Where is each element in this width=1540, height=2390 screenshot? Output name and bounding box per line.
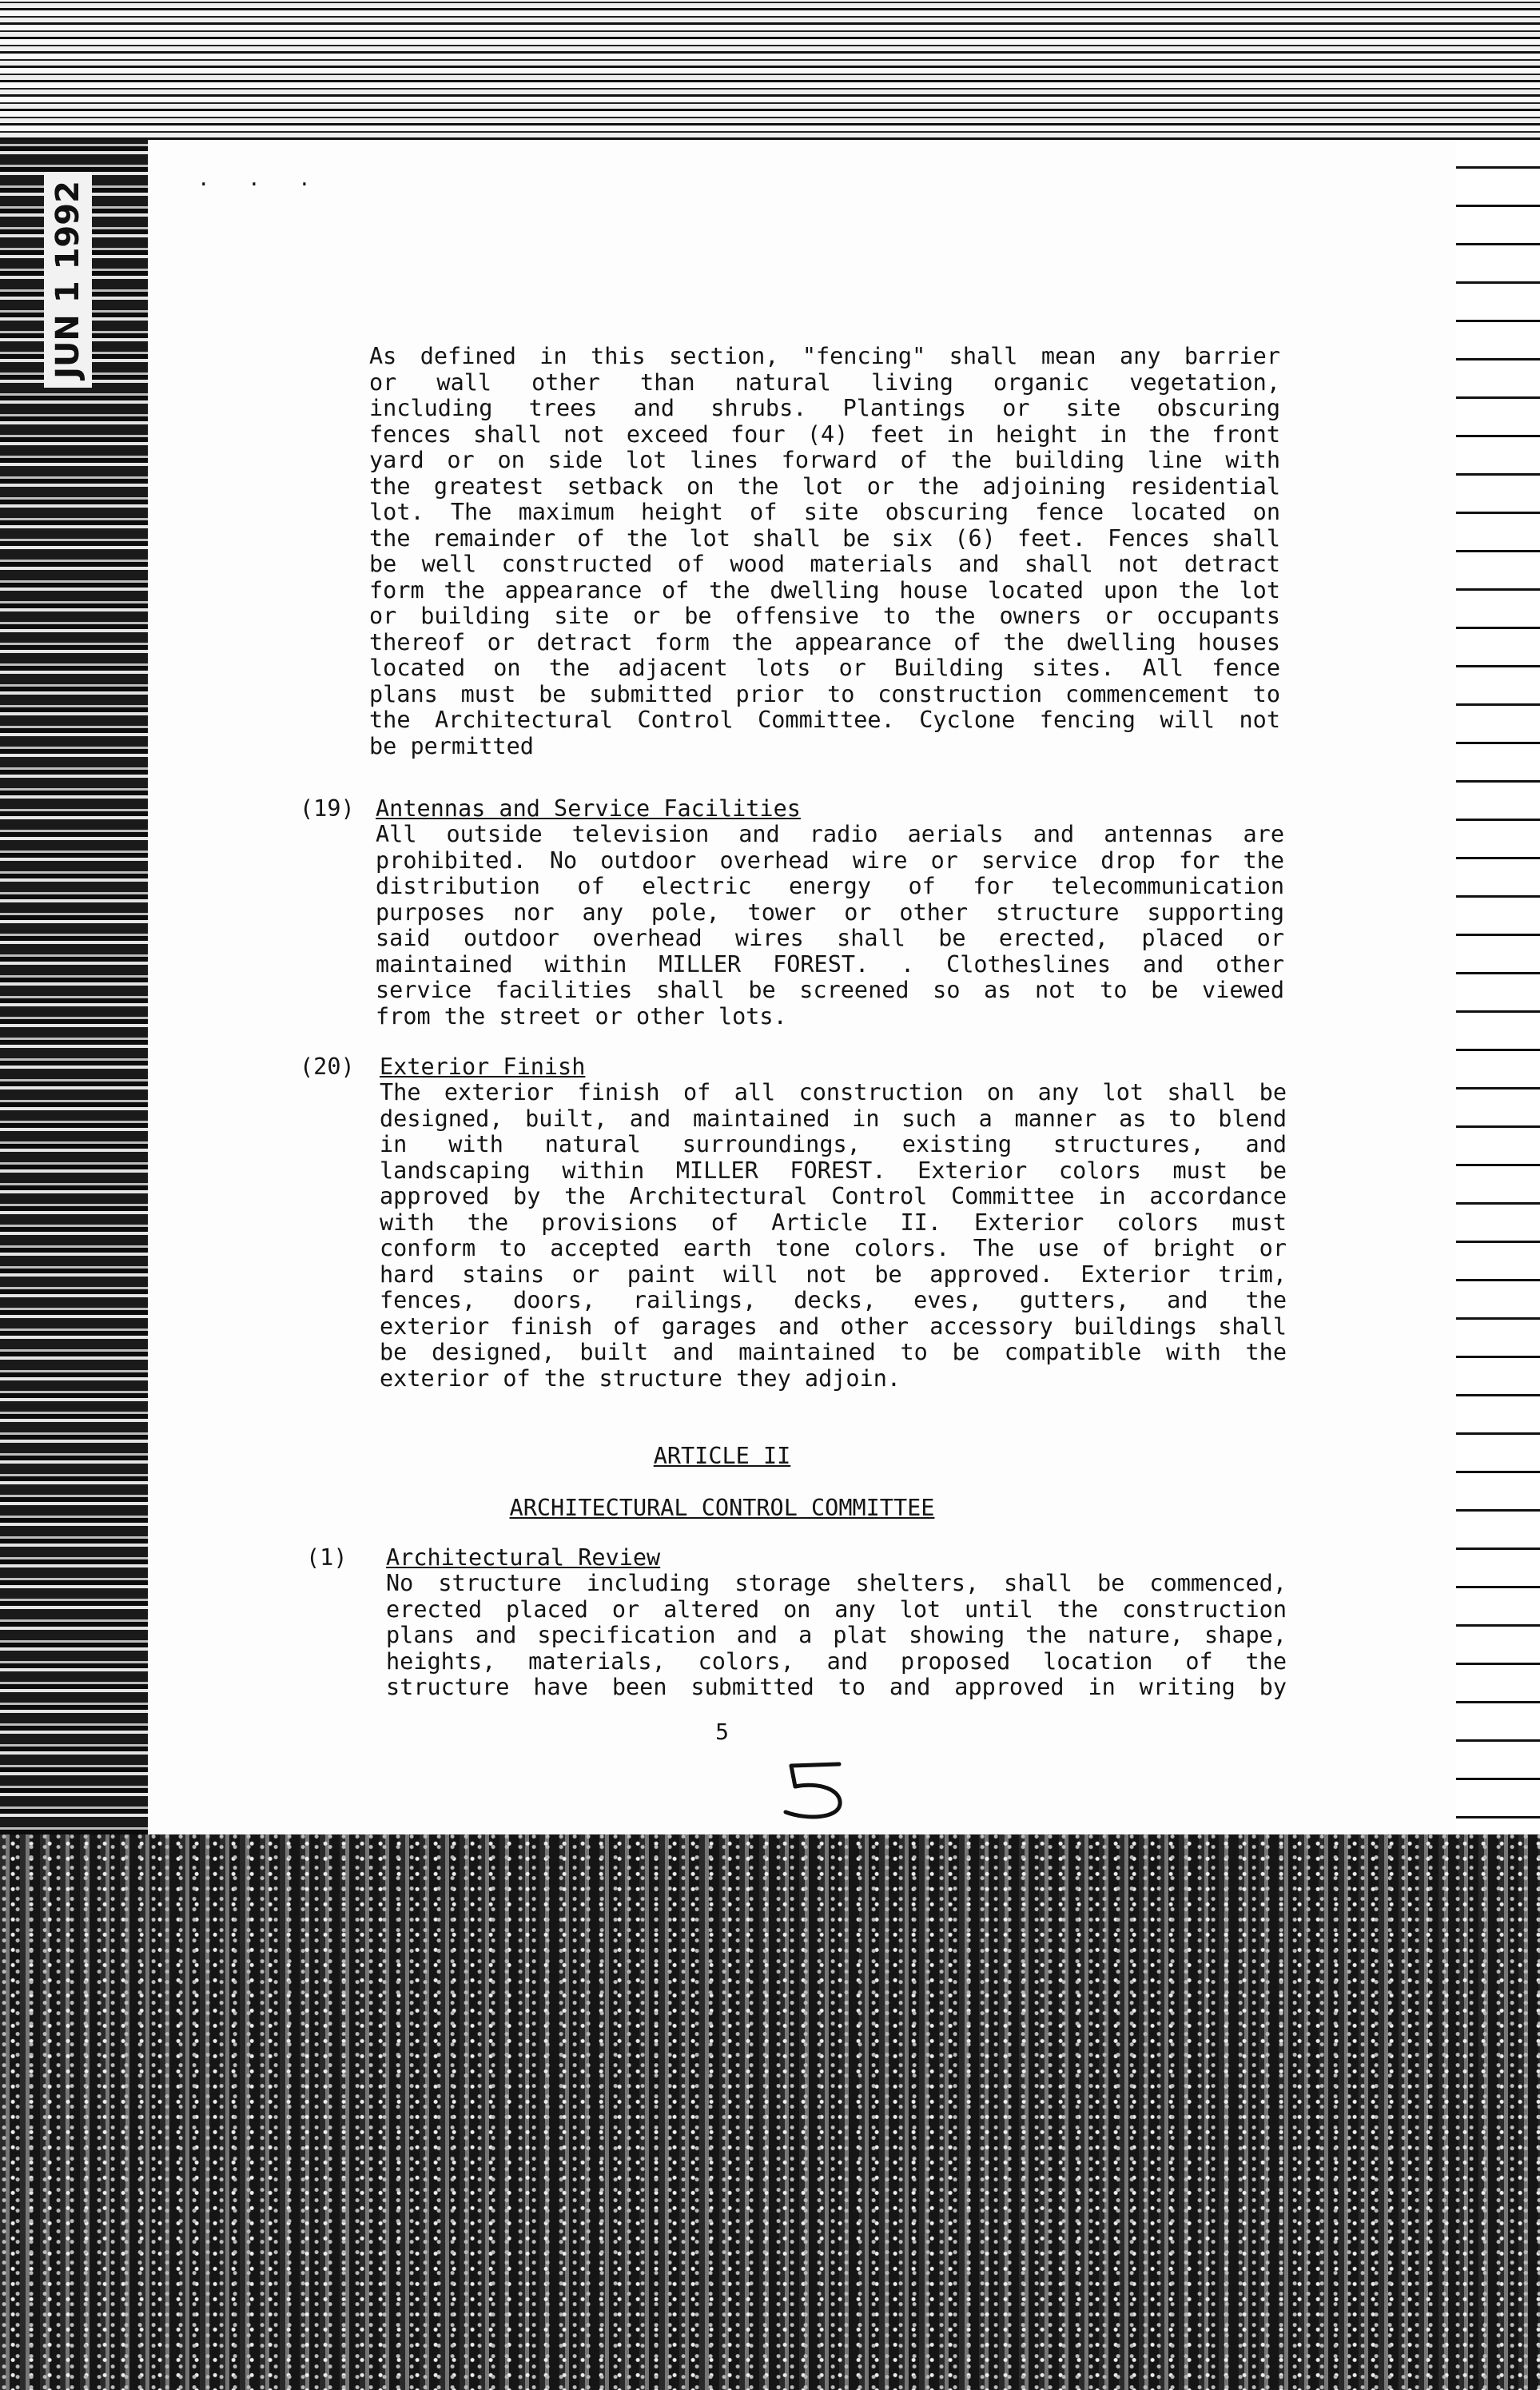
section-1-heading: Architectural Review xyxy=(386,1544,661,1571)
section-19-number: (19) xyxy=(300,795,355,822)
text-line: form the appearance of the dwelling house located upon the lot xyxy=(369,577,1280,603)
text-line: conform to accepted earth tone colors. The use of bright or xyxy=(380,1236,1287,1261)
text-line: fences shall not exceed four (4) feet in height in the front xyxy=(369,421,1280,448)
text-line: said outdoor overhead wires shall be erected, placed or xyxy=(376,926,1284,951)
stamp-text: JUN 1 1992 xyxy=(50,181,87,379)
text-line: be well constructed of wood materials and shall not detract xyxy=(369,552,1280,577)
section-1-body xyxy=(386,1571,1287,1701)
handwritten-page-number xyxy=(771,1755,859,1826)
article-subtitle: ARCHITECTURAL CONTROL COMMITTEE xyxy=(509,1495,935,1521)
section-20-heading: Exterior Finish xyxy=(380,1054,586,1080)
section-19-body xyxy=(376,822,1284,1030)
text-line: plans and specification and a plat showing the nature, shape, xyxy=(386,1623,1287,1648)
text-line: erected placed or altered on any lot until the construction xyxy=(386,1596,1287,1623)
text-line: distribution of electric energy of for telecommunication xyxy=(376,874,1284,899)
text-line: the remainder of the lot shall be six (6) feet. Fences shall xyxy=(369,525,1280,552)
section-20-number: (20) xyxy=(300,1054,355,1080)
text-line: All outside television and radio aerials and antennas are xyxy=(376,822,1284,847)
text-line: No structure including storage shelters, shall be commenced, xyxy=(386,1571,1287,1596)
text-line: heights, materials, colors, and proposed location of the xyxy=(386,1648,1287,1675)
copy-noise-bottom xyxy=(0,1834,1540,2390)
text-line: exterior of the structure they adjoin. xyxy=(380,1365,901,1392)
text-line: prohibited. No outdoor overhead wire or service drop for the xyxy=(376,847,1284,874)
text-line: yard or on side lot lines forward of the building line with xyxy=(369,448,1280,473)
text-line: with the provisions of Article II. Exterior colors must xyxy=(380,1209,1287,1236)
copy-noise-right xyxy=(1456,140,1540,1834)
page-number: 5 xyxy=(715,1719,729,1745)
text-line: exterior finish of garages and other accessory buildings shall xyxy=(380,1313,1287,1340)
text-line: from the street or other lots. xyxy=(376,1003,787,1030)
text-line: landscaping within MILLER FOREST. Exterior colors must be xyxy=(380,1157,1287,1184)
text-line: plans must be submitted prior to construction commencement to xyxy=(369,681,1280,707)
text-line: be permitted xyxy=(369,733,534,759)
section-19-heading: Antennas and Service Facilities xyxy=(376,795,801,822)
document-page xyxy=(148,140,1456,1834)
copy-noise-left xyxy=(0,140,148,1834)
copy-noise-top xyxy=(0,0,1540,140)
text-line: thereof or detract form the appearance of the dwelling houses xyxy=(369,629,1280,655)
text-line: in with natural surroundings, existing structures, and xyxy=(380,1132,1287,1157)
article-title: ARTICLE II xyxy=(653,1443,791,1469)
text-line: fences, doors, railings, decks, eves, gutters, and the xyxy=(380,1288,1287,1313)
text-line: designed, built, and maintained in such a manner as to blend xyxy=(380,1105,1287,1132)
section-20-body xyxy=(380,1080,1287,1392)
text-line: approved by the Architectural Control Committee in accordance xyxy=(380,1184,1287,1209)
text-line: hard stains or paint will not be approved. Exterior trim, xyxy=(380,1261,1287,1288)
text-line: purposes nor any pole, tower or other structure supporting xyxy=(376,899,1284,926)
section-1-number: (1) xyxy=(306,1544,348,1571)
text-line: including trees and shrubs. Plantings or site obscuring xyxy=(369,396,1280,421)
text-line: or wall other than natural living organic vegetation, xyxy=(369,369,1280,396)
text-line: be designed, built and maintained to be compatible with the xyxy=(380,1340,1287,1365)
fencing-definition-paragraph xyxy=(369,344,1280,759)
text-line: service facilities shall be screened so as not to be viewed xyxy=(376,978,1284,1003)
recording-date-stamp xyxy=(44,172,92,388)
text-line: maintained within MILLER FOREST. . Clotheslines and other xyxy=(376,951,1284,978)
text-line: or building site or be offensive to the owners or occupants xyxy=(369,603,1280,629)
page-dots: . . . xyxy=(200,164,326,192)
text-line: structure have been submitted to and approved in writing by xyxy=(386,1675,1287,1700)
text-line: the Architectural Control Committee. Cyclone fencing will not xyxy=(369,707,1280,733)
text-line: As defined in this section, "fencing" shall mean any barrier xyxy=(369,344,1280,369)
text-line: the greatest setback on the lot or the adjoining residential xyxy=(369,473,1280,500)
text-line: located on the adjacent lots or Building sites. All fence xyxy=(369,655,1280,681)
text-line: The exterior finish of all construction on any lot shall be xyxy=(380,1080,1287,1105)
text-line: lot. The maximum height of site obscuring fence located on xyxy=(369,500,1280,525)
